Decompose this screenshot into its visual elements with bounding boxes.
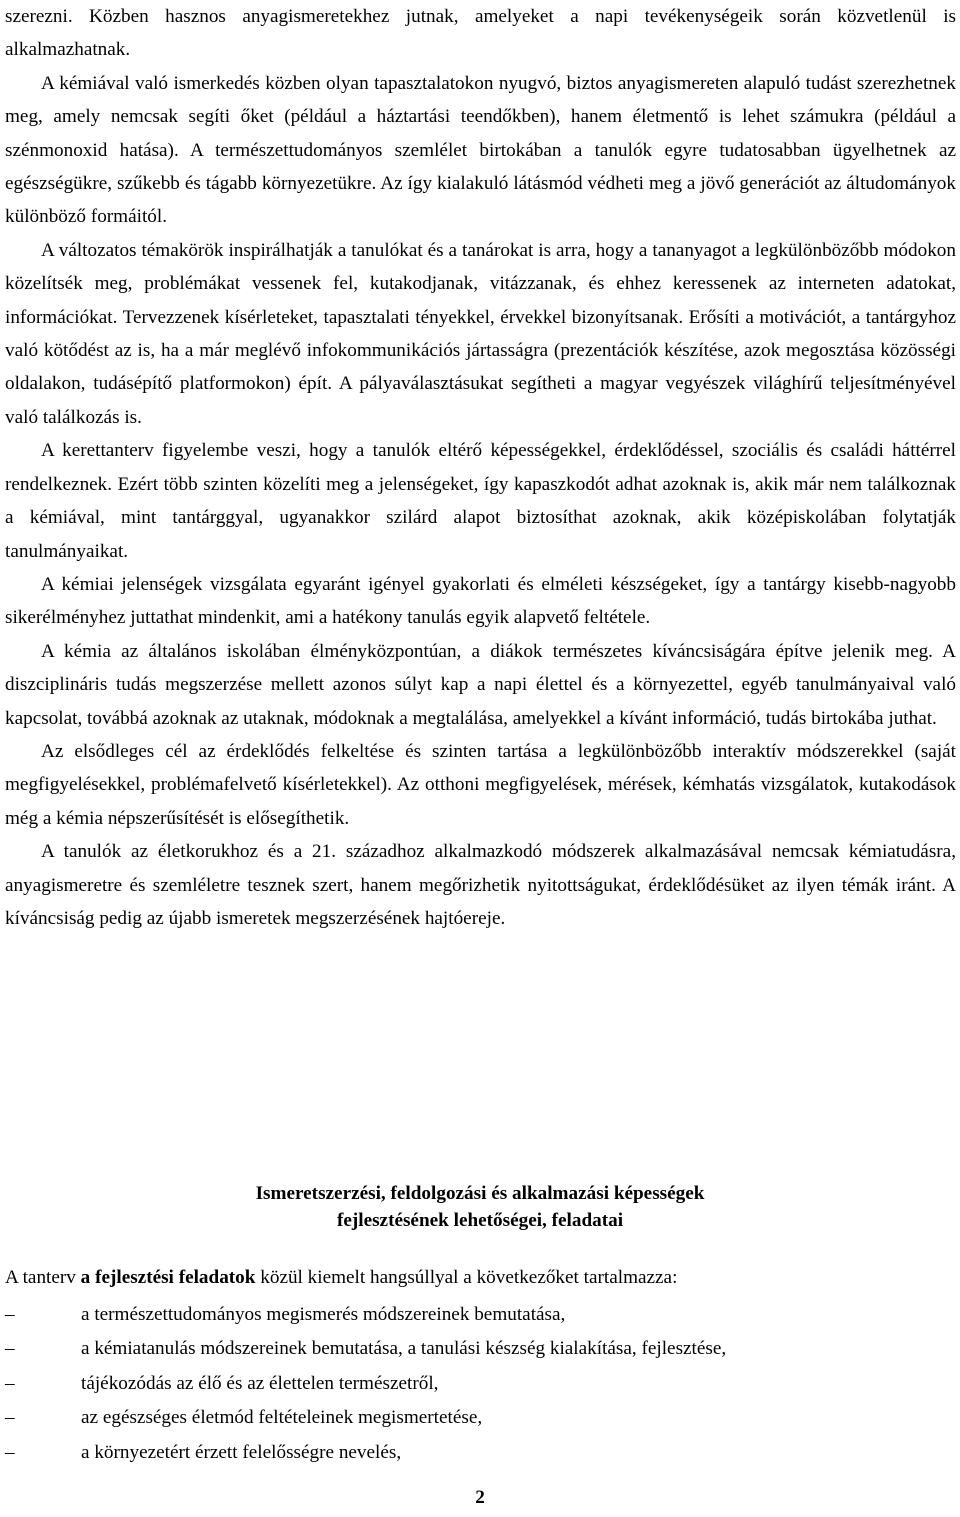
section-heading-line-2: fejlesztésének lehetőségei, feladatai: [336, 1210, 624, 1231]
paragraph-8: A tanulók az életkorukhoz és a 21. századhoz alkalmazkodó módszerek alkalmazásával nemcsak kémiatudásra, anyagismeretre és szemléletre tesznek szert, hanem megőrizhetik nyitottságukat, érdeklődésüket az ilyen témák iránt. A kíváncsiság pedig az újabb ismeretek megszerzésének hajtóereje.: [5, 841, 956, 929]
list-intro: [5, 1264, 677, 1291]
page-number: 2: [475, 1487, 485, 1508]
list-intro-start: A tanterv: [5, 1267, 81, 1288]
list-item: [5, 1401, 726, 1435]
list-item-text: tájékozódás az élő és az élettelen természetről,: [81, 1372, 439, 1394]
paragraph-1: szerezni. Közben hasznos anyagismeretekhez jutnak, amelyeket a napi tevékenységeik során közvetlenül is alkalmazhatnak.: [5, 6, 956, 61]
list-item: [5, 1298, 726, 1332]
paragraph-2: A kémiával való ismerkedés közben olyan tapasztalatokon nyugvó, biztos anyagismereten alapuló tudást szerezhetnek meg, amely nemcsak segíti őket (például a háztartási teendőkben), hanem életmentő is lehet számukra (például a szénmonoxid hatása). A természettudományos szemlélet birtokában a tanulók egyre tudatosabban ügyelhetnek az egészségükre, szűkebb és tágabb környezetükre. Az így kialakuló látásmód védheti meg a jövő generációt az áltudományok különböző formáitól.: [5, 72, 956, 228]
dash-bullet: –: [5, 1441, 15, 1463]
list-item: [5, 1332, 726, 1366]
dash-bullet: –: [5, 1407, 15, 1429]
paragraph-6: A kémia az általános iskolában élményközpontúan, a diákok természetes kíváncsiságára építve jelenik meg. A diszciplináris tudás megszerzése mellett azonos súlyt kap a napi élettel és a környezettel, egyéb tanulmányaival való kapcsolat, továbbá azoknak az utaknak, módoknak a megtalálása, amelyekkel a kívánt információ, tudás birtokába juthat.: [5, 640, 956, 729]
list-intro-end: közül kiemelt hangsúllyal a következőket tartalmazza:: [255, 1267, 678, 1288]
paragraph-3: A változatos témakörök inspirálhatják a tanulókat és a tanárokat is arra, hogy a tananyagot a legkülönbözőbb módokon közelítsék meg, problémákat vessenek fel, kutakodjanak, vitázzanak, és ehhez keressenek az interneten adatokat, információkat. Tervezzenek kísérleteket, tapasztalati tényekkel, érvekkel bizonyítsanak. Erősíti a motivációt, a tantárgyhoz való kötődést az is, ha a már meglévő infokommunikációs jártasságra (prezentációk készítése, azok megosztása közösségi oldalakon, tudásépítő platformokon) épít. A pályaválasztásukat segítheti a magyar vegyészek világhírű teljesítményével való találkozás is.: [5, 239, 956, 428]
dash-bullet: –: [5, 1372, 15, 1394]
document-body: [5, 0, 956, 935]
paragraph-7: Az elsődleges cél az érdeklődés felkeltése és szinten tartása a legkülönbözőbb interaktív módszerekkel (saját megfigyelésekkel, problémafelvető kísérletekkel). Az otthoni megfigyelések, mérések, kémhatás vizsgálatok, kutakodások még a kémia népszerűsítését is elősegíthetik.: [5, 740, 956, 829]
list-item-text: a természettudományos megismerés módszereinek bemutatása,: [81, 1304, 566, 1325]
dash-bullet: –: [5, 1304, 15, 1325]
paragraph-5: A kémiai jelenségek vizsgálata egyaránt igényel gyakorlati és elméleti készségeket, így a tantárgy kisebb-nagyobb sikerélményhez juttathat mindenkit, ami a hatékony tanulás egyik alapvető feltétele.: [5, 573, 956, 629]
list-intro-emphasis: a fejlesztési feladatok: [80, 1267, 256, 1288]
list-item: [5, 1436, 726, 1470]
list-item-text: a kémiatanulás módszereinek bemutatása, a tanulási készség kialakítása, fejlesztése,: [81, 1338, 727, 1360]
list-item: [5, 1367, 726, 1401]
section-heading-line-1: Ismeretszerzési, feldolgozási és alkalmazási képességek: [255, 1183, 705, 1204]
list-item-text: a környezetért érzett felelősségre nevelés,: [81, 1441, 402, 1463]
dash-bullet: –: [5, 1338, 15, 1360]
development-tasks-list: [5, 1298, 726, 1470]
section-heading: [0, 1180, 960, 1234]
paragraph-4: A kerettanterv figyelembe veszi, hogy a tanulók eltérő képességekkel, érdeklődéssel, szociális és családi háttérrel rendelkeznek. Ezért több szinten közelíti meg a jelenségeket, így kapaszkodót adhat azoknak is, akik már nem találkoznak a kémiával, mint tantárggyal, ugyanakkor szilárd alapot biztosíthat azoknak, akik középiskolában folytatják tanulmányaikat.: [5, 440, 956, 562]
list-item-text: az egészséges életmód feltételeinek megismertetése,: [81, 1407, 483, 1429]
